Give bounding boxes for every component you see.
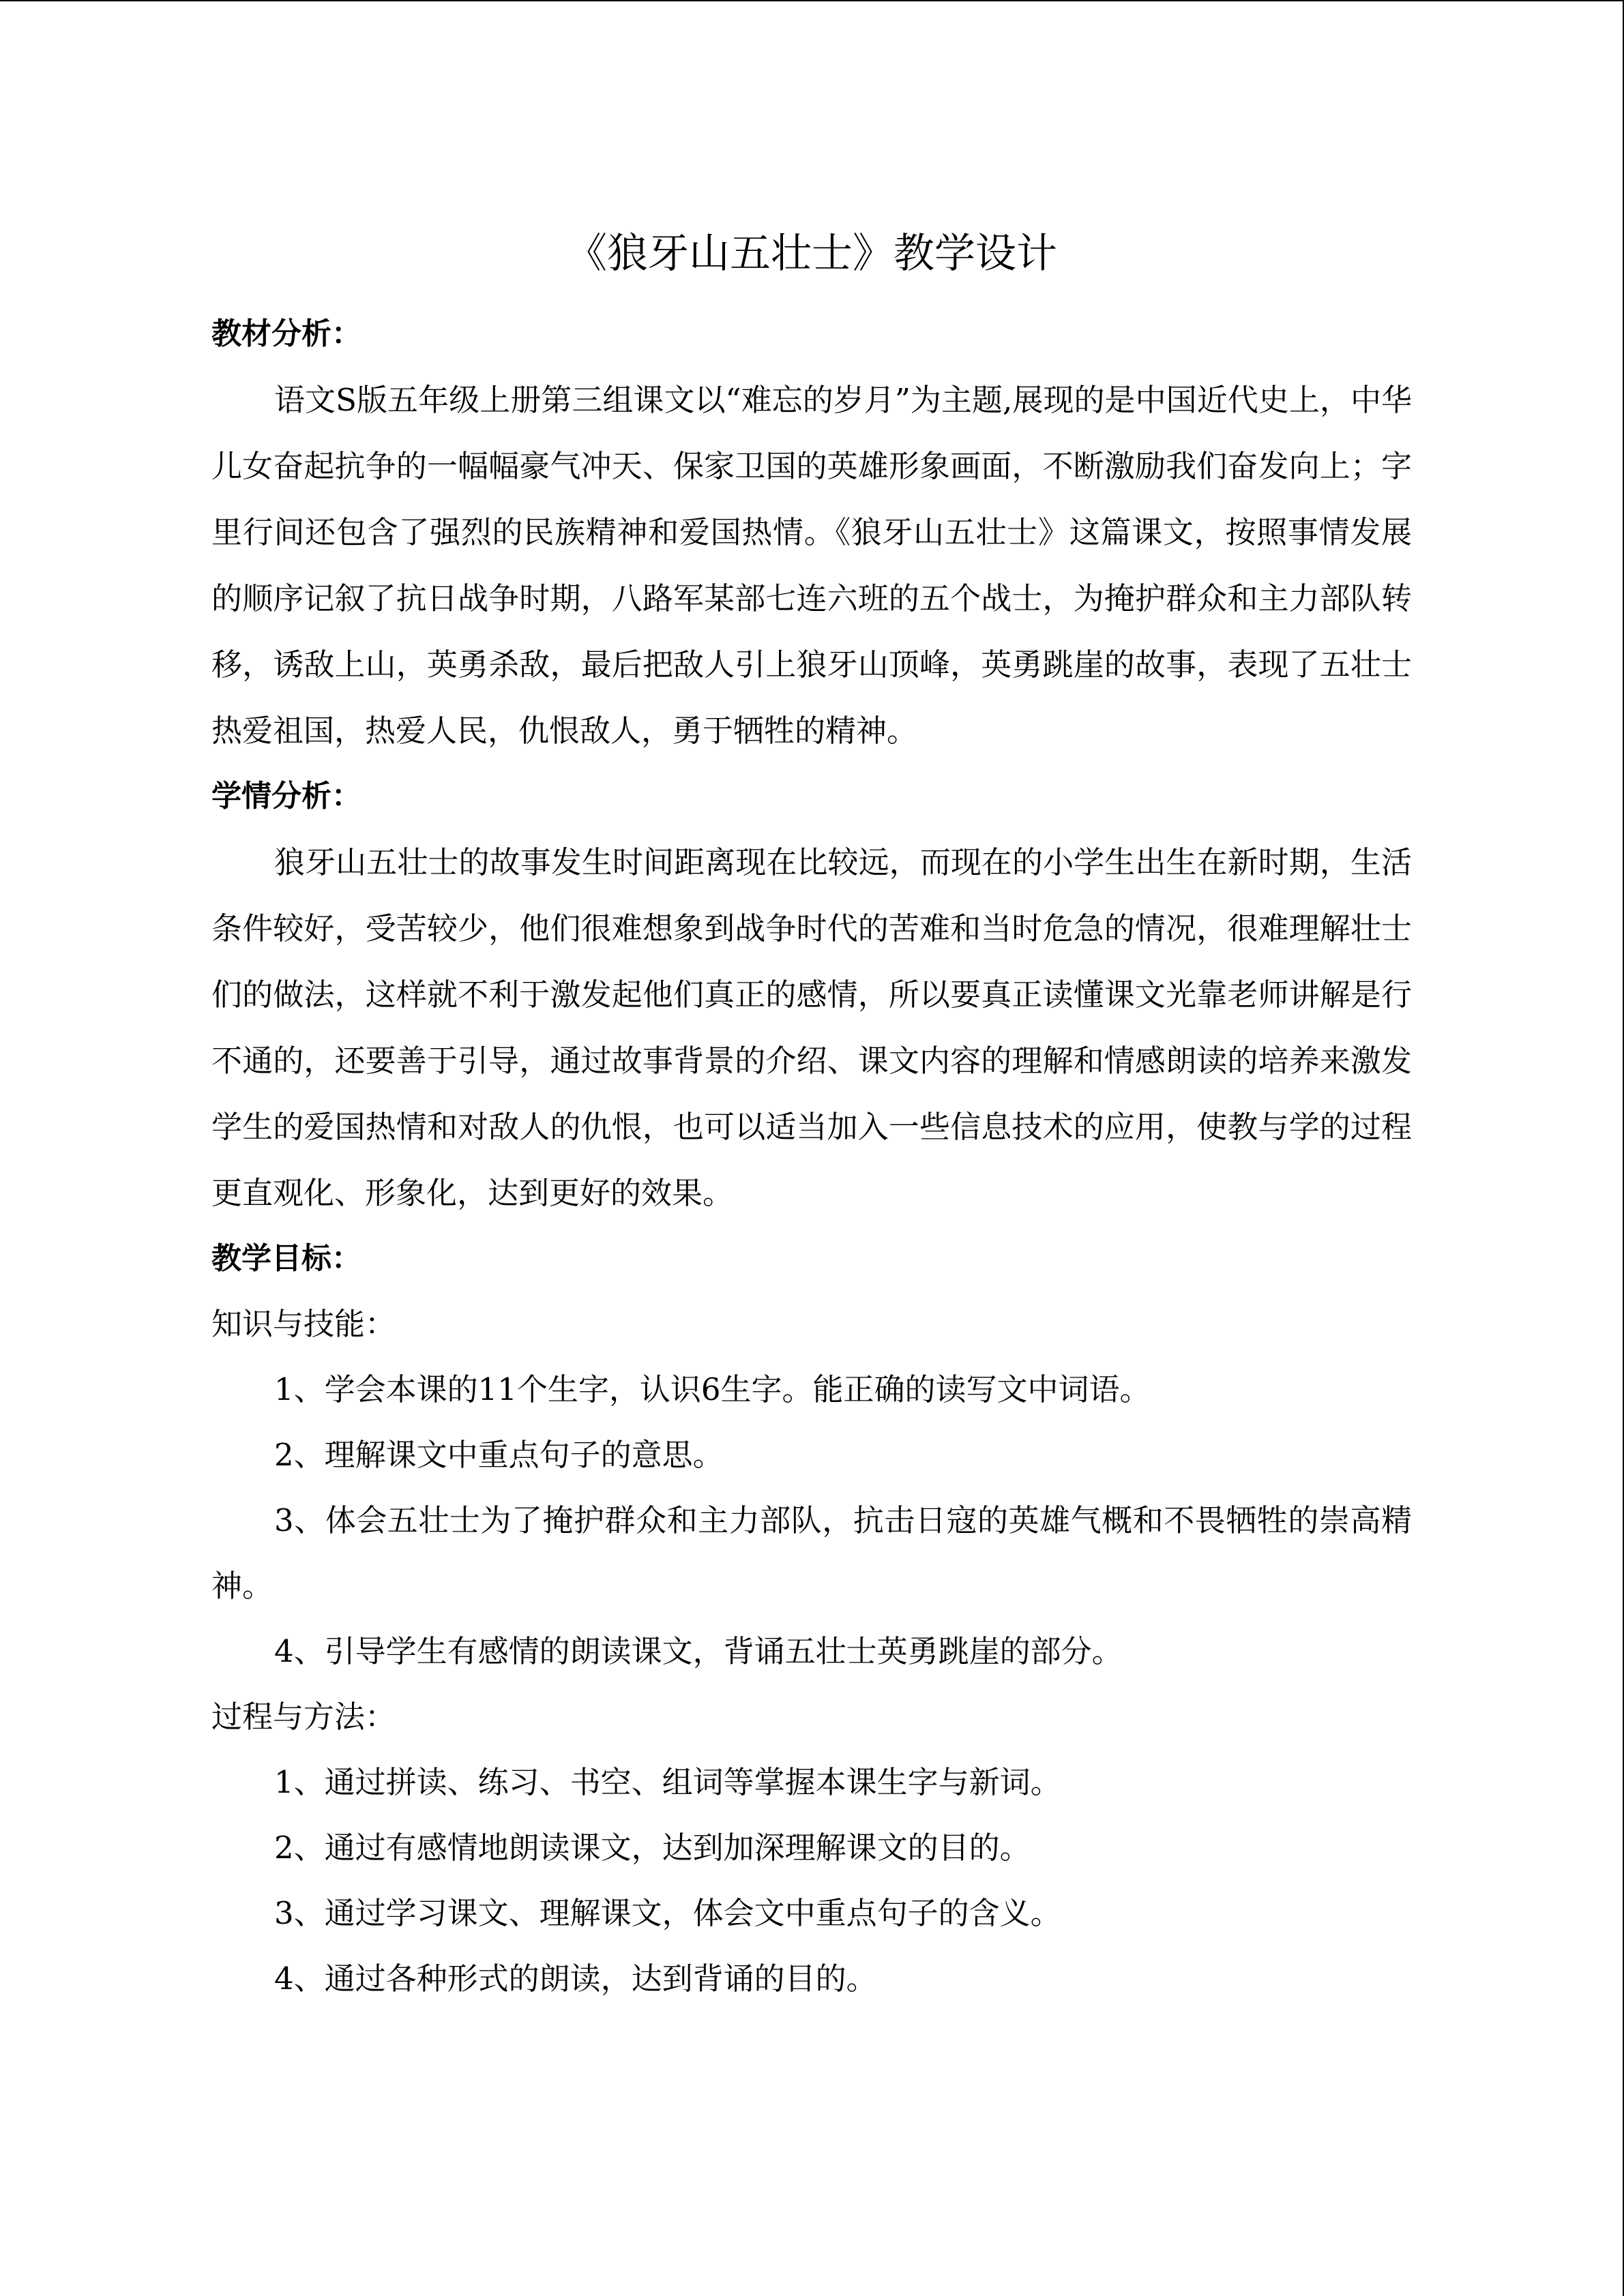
section-heading-material: 教材分析：: [211, 316, 361, 351]
section-heading-students: 学情分析：: [211, 779, 361, 814]
goal-process-item: 4、通过各种形式的朗读，达到背诵的目的。: [274, 1960, 877, 1997]
document-title: 《狼牙山五壮士》教学设计: [566, 230, 1057, 278]
section-material-analysis: [211, 301, 1412, 764]
section-heading-goals: 教学目标：: [211, 1241, 361, 1276]
goals-process-label: 过程与方法：: [211, 1699, 396, 1735]
section-student-analysis: [211, 764, 1412, 1226]
goal-knowledge-item: 2、理解课文中重点句子的意思。: [274, 1437, 724, 1473]
goal-process-item: 2、通过有感情地朗读课文，达到加深理解课文的目的。: [274, 1830, 1031, 1866]
section-teaching-goals: [211, 1226, 1412, 2012]
goal-process-item: 3、通过学习课文、理解课文，体会文中重点句子的含义。: [274, 1895, 1061, 1931]
goals-knowledge-label: 知识与技能：: [211, 1306, 396, 1342]
goal-knowledge-item: 1、学会本课的11个生字，认识6生字。能正确的读写文中词语。: [274, 1371, 1151, 1407]
material-analysis-paragraph: 语文S版五年级上册第三组课文以“难忘的岁月”为主题,展现的是中国近代史上，中华儿女奋起抗争的一幅幅豪气冲天、保家卫国的英雄形象画面，不断激励我们奋发向上；字里行间还包含了强烈的民族精神和爱国热情。《狼牙山五壮士》这篇课文，按照事情发展的顺序记叙了抗日战争时期，八路军某部七连六班的五个战士，为掩护群众和主力部队转移，诱敌上山，英勇杀敌，最后把敌人引上狼牙山顶峰，英勇跳崖的故事，表现了五壮士热爱祖国，热爱人民，仇恨敌人，勇于牺牲的精神。: [211, 382, 1412, 749]
student-analysis-paragraph: 狼牙山五壮士的故事发生时间距离现在比较远，而现在的小学生出生在新时期，生活条件较好，受苦较少，他们很难想象到战争时代的苦难和当时危急的情况，很难理解壮士们的做法，这样就不利于激发起他们真正的感情，所以要真正读懂课文光靠老师讲解是行不通的，还要善于引导，通过故事背景的介绍、课文内容的理解和情感朗读的培养来激发学生的爱国热情和对敌人的仇恨，也可以适当加入一些信息技术的应用，使教与学的过程更直观化、形象化，达到更好的效果。: [211, 844, 1412, 1211]
goal-knowledge-item: 3、体会五壮士为了掩护群众和主力部队，抗击日寇的英雄气概和不畏牺牲的崇高精神。: [211, 1502, 1412, 1604]
goal-knowledge-item: 4、引导学生有感情的朗读课文，背诵五壮士英勇跳崖的部分。: [274, 1633, 1123, 1669]
goal-process-item: 1、通过拼读、练习、书空、组词等掌握本课生字与新词。: [274, 1764, 1061, 1800]
document-body: [211, 206, 1412, 2012]
